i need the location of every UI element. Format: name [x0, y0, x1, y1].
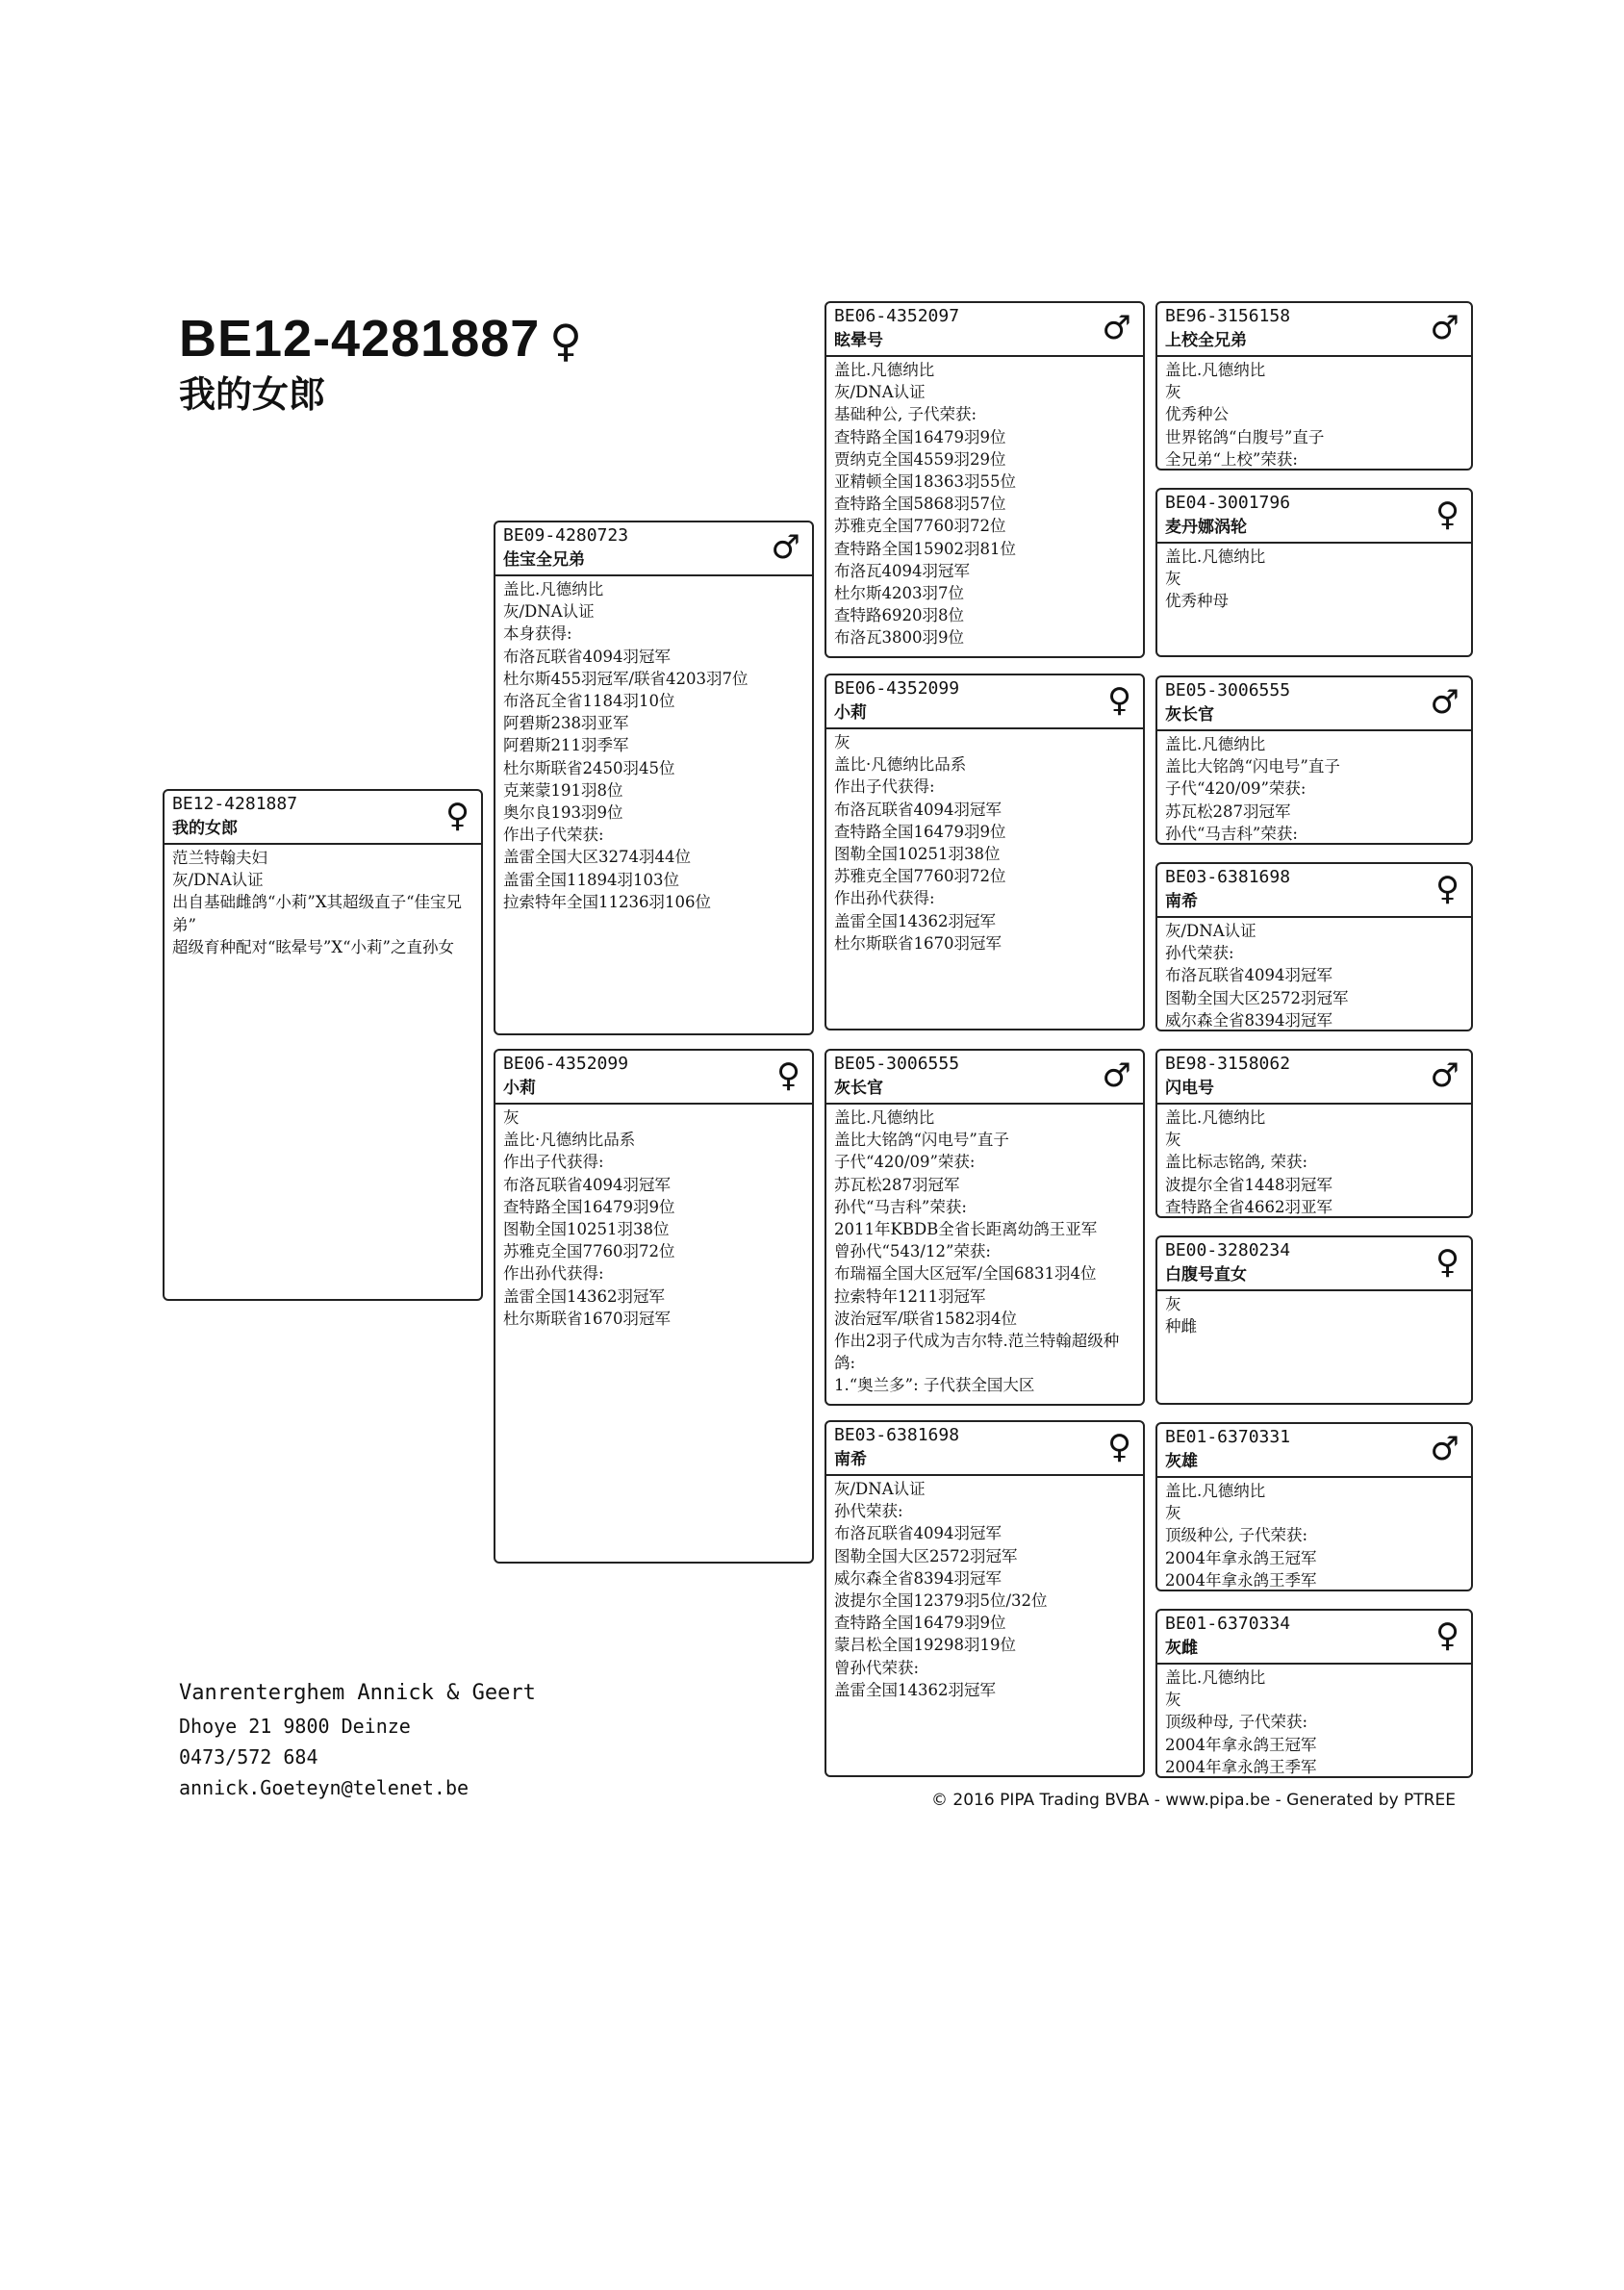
card-body — [1157, 1478, 1471, 1591]
card-line: 灰/DNA认证 — [834, 1480, 926, 1498]
card-ring-number: BE01-6370331 — [1165, 1427, 1291, 1447]
card-header — [1157, 490, 1471, 544]
card-line: 范兰特翰夫妇 — [172, 849, 267, 867]
card-header — [1157, 1611, 1471, 1665]
card-header — [1157, 864, 1471, 918]
card-line: 盖比.凡德纳比 — [1165, 361, 1266, 379]
card-ring-number: BE06-4352099 — [834, 678, 960, 699]
card-line: 2011年KBDB全省长距离幼鸽王亚军 — [834, 1220, 1098, 1239]
card-ring-number: BE06-4352097 — [834, 306, 960, 326]
card-line: 克莱蒙191羽8位 — [503, 780, 623, 800]
card-dam-sire-dam — [1155, 1235, 1473, 1405]
card-sire-dam — [825, 674, 1145, 1030]
card-pigeon-name: 上校全兄弟 — [1165, 331, 1247, 350]
male-icon: ♂ — [771, 528, 800, 567]
footer-copyright: © 2016 PIPA Trading BVBA - www.pipa.be - Generated by PTREE — [931, 1791, 1456, 1810]
card-line: 图勒全国10251羽38位 — [834, 845, 1001, 864]
card-line: 盖比.凡德纳比 — [1165, 1668, 1266, 1687]
card-line: 顶级种母, 子代荣获: — [1165, 1713, 1308, 1732]
female-icon: ♀ — [1435, 870, 1459, 908]
card-line: 拉索特年全国11236羽106位 — [503, 892, 711, 911]
card-line: 顶级种公, 子代荣获: — [1165, 1526, 1308, 1545]
card-line: 查特路全国16479羽9位 — [834, 427, 1006, 446]
card-sire — [494, 521, 814, 1035]
card-line: 2004年拿永鸽王冠军 — [1165, 1735, 1317, 1754]
card-body — [165, 845, 481, 958]
card-line: 优秀种公 — [1165, 405, 1229, 424]
card-body — [495, 576, 812, 913]
card-line: 灰 — [1165, 1131, 1181, 1150]
card-line: 灰/DNA认证 — [172, 871, 264, 890]
card-ring-number: BE00-3280234 — [1165, 1240, 1291, 1260]
card-ring-number: BE01-6370334 — [1165, 1614, 1291, 1634]
card-line: 布洛瓦全省1184羽10位 — [503, 692, 675, 711]
card-line: 奥尔良193羽9位 — [503, 803, 623, 823]
card-line: 拉索特年1211羽冠军 — [834, 1286, 986, 1306]
header-ring — [179, 310, 582, 368]
card-line: 杜尔斯联省1670羽冠军 — [503, 1309, 671, 1328]
card-line: 盖比·凡德纳比品系 — [834, 755, 967, 775]
male-icon: ♂ — [1102, 309, 1131, 347]
card-line: 蒙吕松全国19298羽19位 — [834, 1636, 1016, 1655]
card-line: 1.“奥兰多”: 子代获全国大区 — [834, 1376, 1035, 1395]
card-line: 盖雷全国11894羽103位 — [503, 870, 679, 889]
card-line: 作出子代荣获: — [503, 826, 604, 845]
card-line: 查特路全国16479羽9位 — [834, 822, 1006, 841]
card-line: 优秀种母 — [1165, 592, 1229, 611]
card-ring-number: BE12-4281887 — [172, 794, 298, 814]
card-header — [1157, 677, 1471, 731]
card-body — [826, 1105, 1143, 1397]
card-pigeon-name: 白腹号直女 — [1165, 1265, 1247, 1285]
card-pigeon-name: 南希 — [1165, 892, 1198, 911]
card-line: 苏雅克全国7760羽72位 — [834, 867, 1006, 886]
card-line: 布瑞福全国大区冠军/全国6831羽4位 — [834, 1264, 1097, 1284]
card-line: 2004年拿永鸽王季军 — [1165, 1757, 1317, 1776]
card-pigeon-name: 南希 — [834, 1450, 867, 1469]
card-body — [1157, 1105, 1471, 1218]
card-line: 作出子代获得: — [503, 1153, 604, 1172]
card-line: 2004年拿永鸽王季军 — [1165, 1570, 1317, 1590]
card-line: 全兄弟“上校”荣获: — [1165, 449, 1298, 469]
card-line: 杜尔斯联省1670羽冠军 — [834, 933, 1002, 953]
card-line: 盖比.凡德纳比 — [1165, 1108, 1266, 1127]
card-line: 波提尔全省1448羽冠军 — [1165, 1175, 1332, 1194]
card-dam-dam-dam — [1155, 1609, 1473, 1778]
card-line: 查特路全国5868羽57位 — [834, 495, 1006, 514]
card-line: 灰 — [1165, 1295, 1181, 1313]
card-body — [1157, 918, 1471, 1031]
card-line: 种雌 — [1165, 1317, 1197, 1336]
card-dam-sire-sire — [1155, 1049, 1473, 1218]
card-pigeon-name: 灰雌 — [1165, 1639, 1198, 1658]
card-pigeon-name: 麦丹娜涡轮 — [1165, 518, 1247, 537]
card-line: 贾纳克全国4559羽29位 — [834, 449, 1006, 469]
card-line: 阿碧斯238羽亚军 — [503, 714, 629, 733]
card-dam-sire — [825, 1049, 1145, 1406]
card-line: 杜尔斯4203羽7位 — [834, 584, 964, 603]
card-line: 图勒全国大区2572羽冠军 — [834, 1546, 1018, 1565]
card-ring-number: BE09-4280723 — [503, 525, 629, 546]
card-pigeon-name: 灰长官 — [834, 1079, 883, 1098]
card-pigeon-name: 小莉 — [503, 1079, 536, 1098]
card-line: 布洛瓦联省4094羽冠军 — [834, 1524, 1002, 1543]
card-line: 基础种公, 子代荣获: — [834, 405, 977, 424]
male-icon: ♂ — [1430, 683, 1459, 722]
card-line: 盖比.凡德纳比 — [503, 580, 604, 598]
card-sire-sire-sire — [1155, 301, 1473, 471]
owner-email: annick.Goeteyn@telenet.be — [179, 1776, 469, 1799]
card-line: 孙代荣获: — [1165, 944, 1234, 963]
card-line: 孙代荣获: — [834, 1502, 903, 1521]
card-line: 子代“420/09”荣获: — [1165, 779, 1307, 799]
female-icon: ♀ — [549, 315, 582, 367]
card-line: 盖雷全国14362羽冠军 — [503, 1286, 665, 1306]
card-line: 波治冠军/联省1582羽4位 — [834, 1309, 1018, 1328]
female-icon: ♀ — [1435, 1616, 1459, 1655]
card-sire-dam-dam — [1155, 862, 1473, 1031]
card-pigeon-name: 我的女郎 — [172, 819, 238, 838]
card-line: 查特路6920羽8位 — [834, 606, 964, 625]
female-icon: ♀ — [1435, 1243, 1459, 1282]
header-ring-number: BE12-4281887 — [179, 310, 541, 368]
card-line: 灰 — [1165, 1504, 1181, 1523]
card-sire-sire-dam — [1155, 488, 1473, 657]
card-line: 查特路全国15902羽81位 — [834, 539, 1016, 558]
card-dam — [494, 1049, 814, 1564]
card-line: 杜尔斯455羽冠军/联省4203羽7位 — [503, 669, 749, 688]
card-line: 曾孙代“543/12”荣获: — [834, 1242, 991, 1261]
card-line: 本身获得: — [503, 624, 572, 644]
card-ring-number: BE98-3158062 — [1165, 1054, 1291, 1074]
card-body — [1157, 731, 1471, 845]
card-line: 盖雷全国大区3274羽44位 — [503, 848, 691, 867]
female-icon: ♀ — [776, 1056, 800, 1095]
card-sire-dam-sire — [1155, 675, 1473, 845]
card-line: 布洛瓦3800羽9位 — [834, 628, 964, 648]
card-line: 查特路全国16479羽9位 — [503, 1197, 675, 1216]
card-line: 作出2羽子代成为吉尔特.范兰特翰超级种鸽: — [834, 1332, 1120, 1373]
owner-address: Dhoye 21 9800 Deinze — [179, 1715, 411, 1738]
card-body — [1157, 1291, 1471, 1337]
card-line: 出自基础雌鸽“小莉”X其超级直子“佳宝兄弟” — [172, 893, 463, 934]
card-line: 灰/DNA认证 — [834, 383, 926, 402]
card-line: 作出孙代获得: — [834, 889, 935, 908]
card-line: 威尔森全省8394羽冠军 — [1165, 1010, 1332, 1030]
card-line: 布洛瓦联省4094羽冠军 — [834, 800, 1002, 819]
card-header — [495, 522, 812, 576]
card-line: 图勒全国大区2572羽冠军 — [1165, 988, 1349, 1007]
card-ring-number: BE05-3006555 — [1165, 680, 1291, 700]
card-line: 苏雅克全国7760羽72位 — [503, 1242, 675, 1261]
card-line: 亚精顿全国18363羽55位 — [834, 472, 1016, 492]
card-ring-number: BE03-6381698 — [834, 1425, 960, 1445]
card-dam-dam-sire — [1155, 1422, 1473, 1591]
card-line: 查特路全省4662羽亚军 — [1165, 1197, 1332, 1216]
card-body — [1157, 544, 1471, 613]
owner-contact — [179, 1678, 536, 1803]
card-header — [165, 791, 481, 845]
card-line: 灰 — [1165, 1691, 1181, 1710]
male-icon: ♂ — [1430, 1056, 1459, 1095]
owner-name: Vanrenterghem Annick & Geert — [179, 1681, 536, 1705]
card-header — [1157, 1051, 1471, 1105]
card-line: 作出子代获得: — [834, 777, 935, 797]
card-line: 苏瓦松287羽冠军 — [834, 1175, 960, 1194]
card-line: 阿碧斯211羽季军 — [503, 736, 629, 755]
card-line: 2004年拿永鸽王冠军 — [1165, 1548, 1317, 1567]
card-line: 盖比.凡德纳比 — [834, 361, 935, 379]
owner-phone: 0473/572 684 — [179, 1745, 318, 1768]
card-sire-sire — [825, 301, 1145, 658]
card-line: 布洛瓦联省4094羽冠军 — [503, 647, 671, 666]
card-line: 灰 — [1165, 383, 1181, 402]
card-line: 苏瓦松287羽冠军 — [1165, 802, 1291, 821]
female-icon: ♀ — [1107, 681, 1131, 720]
card-ring-number: BE03-6381698 — [1165, 867, 1291, 887]
card-header — [826, 675, 1143, 729]
card-line: 孙代“马吉科”荣获: — [834, 1197, 967, 1216]
card-line: 盖雷全国14362羽冠军 — [834, 1680, 996, 1699]
card-header — [826, 1422, 1143, 1476]
card-line: 世界铭鸽“白腹号”直子 — [1165, 427, 1325, 446]
card-pigeon-name: 灰雄 — [1165, 1452, 1198, 1471]
card-line: 灰/DNA认证 — [503, 602, 595, 622]
card-body — [826, 1476, 1143, 1701]
card-line: 子代“420/09”荣获: — [834, 1153, 976, 1172]
card-line: 灰/DNA认证 — [1165, 922, 1256, 940]
card-header — [826, 1051, 1143, 1105]
card-line: 作出孙代获得: — [503, 1264, 604, 1284]
card-line: 波提尔全国12379羽5位/32位 — [834, 1591, 1048, 1611]
card-ring-number: BE06-4352099 — [503, 1054, 629, 1074]
card-header — [1157, 1424, 1471, 1478]
card-line: 布洛瓦4094羽冠军 — [834, 561, 970, 580]
card-line: 布洛瓦联省4094羽冠军 — [1165, 966, 1332, 985]
card-line: 孙代“马吉科”荣获: — [1165, 824, 1298, 843]
card-line: 布洛瓦联省4094羽冠军 — [503, 1175, 671, 1194]
female-icon: ♀ — [1107, 1428, 1131, 1466]
card-line: 盖比大铭鸽“闪电号”直子 — [1165, 757, 1340, 776]
card-line: 盖比.凡德纳比 — [834, 1108, 935, 1127]
card-line: 灰 — [1165, 570, 1181, 589]
card-line: 苏雅克全国7760羽72位 — [834, 517, 1006, 536]
male-icon: ♂ — [1102, 1056, 1131, 1095]
card-body — [826, 357, 1143, 649]
card-header — [826, 303, 1143, 357]
card-body — [1157, 357, 1471, 471]
card-line: 盖雷全国14362羽冠军 — [834, 911, 996, 930]
card-ring-number: BE04-3001796 — [1165, 493, 1291, 513]
card-line: 威尔森全省8394羽冠军 — [834, 1568, 1002, 1588]
card-line: 盖比·凡德纳比品系 — [503, 1131, 636, 1150]
card-line: 查特路全国16479羽9位 — [834, 1614, 1006, 1633]
card-line: 图勒全国10251羽38位 — [503, 1220, 670, 1239]
card-subject — [163, 789, 483, 1301]
card-ring-number: BE05-3006555 — [834, 1054, 960, 1074]
card-line: 超级育种配对“眩晕号”X“小莉”之直孙女 — [172, 937, 454, 956]
card-line: 曾孙代荣获: — [834, 1658, 920, 1677]
card-pigeon-name: 佳宝全兄弟 — [503, 550, 585, 570]
card-header — [1157, 303, 1471, 357]
male-icon: ♂ — [1430, 309, 1459, 347]
card-pigeon-name: 灰长官 — [1165, 705, 1214, 725]
female-icon: ♀ — [1435, 496, 1459, 534]
card-body — [1157, 1665, 1471, 1778]
card-dam-dam — [825, 1420, 1145, 1777]
female-icon: ♀ — [445, 797, 469, 835]
male-icon: ♂ — [1430, 1430, 1459, 1468]
card-line: 盖比标志铭鸽, 荣获: — [1165, 1153, 1308, 1172]
card-line: 杜尔斯联省2450羽45位 — [503, 758, 675, 777]
card-header — [1157, 1237, 1471, 1291]
card-line: 盖比.凡德纳比 — [1165, 547, 1266, 566]
header-pigeon-name: 我的女郎 — [179, 373, 326, 416]
card-line: 盖比.凡德纳比 — [1165, 735, 1266, 753]
card-ring-number: BE96-3156158 — [1165, 306, 1291, 326]
card-header — [495, 1051, 812, 1105]
card-line: 灰 — [834, 733, 850, 751]
card-pigeon-name: 小莉 — [834, 703, 867, 723]
card-pigeon-name: 闪电号 — [1165, 1079, 1214, 1098]
card-pigeon-name: 眩晕号 — [834, 331, 883, 350]
card-line: 灰 — [503, 1108, 520, 1127]
card-body — [826, 729, 1143, 954]
card-line: 盖比大铭鸽“闪电号”直子 — [834, 1131, 1009, 1150]
card-body — [495, 1105, 812, 1330]
card-line: 盖比.凡德纳比 — [1165, 1482, 1266, 1500]
